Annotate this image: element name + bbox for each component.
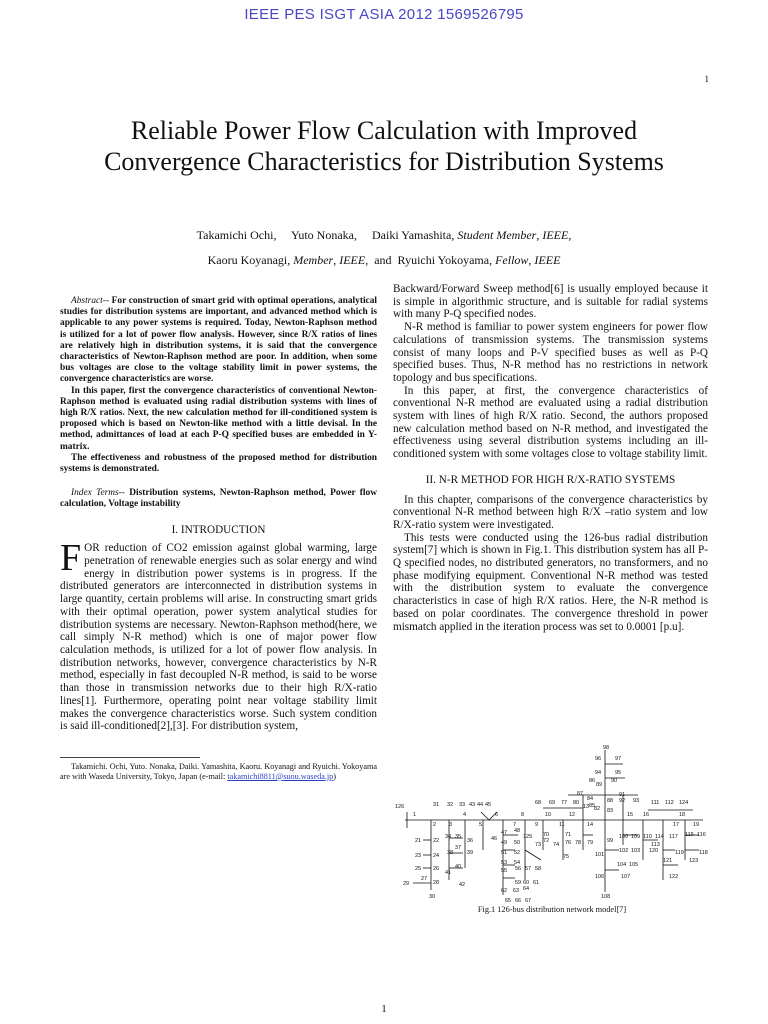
node-label: 7 bbox=[513, 822, 517, 828]
author-role: Fellow bbox=[495, 253, 529, 267]
node-label: 12 bbox=[569, 812, 576, 818]
node-label: 30 bbox=[429, 894, 436, 900]
node-label: 68 bbox=[535, 800, 542, 806]
node-label: 16 bbox=[643, 812, 650, 818]
node-label: 116 bbox=[697, 832, 706, 838]
section-2-heading: II. N-R METHOD FOR HIGH R/X-RATIO SYSTEMS bbox=[425, 473, 676, 486]
node-label: 100 bbox=[619, 834, 629, 840]
node-label: 40 bbox=[455, 864, 462, 870]
author-conjunction: and bbox=[374, 253, 392, 267]
index-terms-label: Index Terms-- bbox=[71, 488, 125, 499]
node-label: 96 bbox=[595, 756, 602, 762]
node-label: 31 bbox=[433, 802, 440, 808]
index-terms: Index Terms-- Distribution systems, Newton-Raphson method, Power flow calculation, Voltage instability bbox=[60, 488, 377, 510]
node-label: 41 bbox=[445, 870, 452, 876]
node-label: 89 bbox=[596, 782, 603, 788]
paper-title: Reliable Power Flow Calculation with Improved Convergence Characteristics for Distribution Systems bbox=[104, 116, 664, 176]
node-label: 70 bbox=[543, 832, 550, 838]
node-label: 2 bbox=[433, 822, 437, 828]
node-label: 109 bbox=[631, 834, 641, 840]
node-label: 87 bbox=[577, 791, 584, 797]
page-number-bottom: 1 bbox=[381, 1003, 387, 1015]
node-label: 21 bbox=[415, 838, 422, 844]
page-number-top: 1 bbox=[704, 74, 709, 84]
node-label: 34 bbox=[445, 834, 452, 840]
node-label: 125 bbox=[523, 834, 533, 840]
author-name: Ryuichi Yokoyama, bbox=[397, 253, 493, 267]
node-label: 86 bbox=[589, 778, 596, 784]
node-label: 120 bbox=[649, 848, 659, 854]
node-label: 27 bbox=[421, 876, 428, 882]
node-label: 65 bbox=[505, 898, 512, 904]
node-label: 23 bbox=[415, 853, 422, 859]
author-org: IEEE bbox=[339, 253, 366, 267]
node-label: 22 bbox=[433, 838, 440, 844]
node-label: 61 bbox=[533, 880, 540, 886]
author-name: Yuto Nonaka, bbox=[291, 228, 358, 242]
node-label: 92 bbox=[619, 798, 626, 804]
author-line-2: Kaoru Koyanagi, Member, IEEE, and Ryuichi Yokoyama, Fellow, IEEE bbox=[207, 253, 561, 267]
node-label: 4 bbox=[463, 812, 467, 818]
node-label: 54 bbox=[514, 860, 521, 866]
node-label: 63 bbox=[513, 888, 520, 894]
node-label: 121 bbox=[663, 858, 673, 864]
right-paragraph-1: N-R method is familiar to power system engineers for power flow calculations of transmission systems. The transmission systems consist of many loops and P-V specified buses as well as P-Q specified buses. Thus, N-R method has no restrictions in network topology and bus specifications. bbox=[393, 321, 708, 384]
node-label: 77 bbox=[561, 800, 568, 806]
node-label: 79 bbox=[587, 840, 594, 846]
author-line-1: Takamichi Ochi, Yuto Nonaka, Daiki Yamashita, Student Member, IEEE, bbox=[196, 228, 572, 242]
node-label: 119 bbox=[675, 850, 684, 856]
abstract-label: Abstract-- bbox=[71, 296, 110, 306]
network-diagram bbox=[393, 745, 711, 910]
node-label: 37 bbox=[455, 845, 462, 851]
node-label: 13 bbox=[583, 804, 590, 810]
abstract-p1: Abstract-- For construction of smart grid with optimal operations, analytical studies for distribution systems are important, and advanced method which is applicable to any power systems is required. Today, Newton-Raphson method is utilized for a lot of power flow analysis. However, since R/X ratios of lines are relatively high in distribution systems, it is said that the convergence characteristics of Newton-Raphson method are poor. In addition, when some bus voltages are close to the voltage stability limit in power systems, the convergence characteristics are worse. bbox=[60, 296, 378, 385]
node-label: 25 bbox=[415, 866, 422, 872]
author-role: Member bbox=[293, 253, 334, 267]
node-label: 91 bbox=[619, 792, 626, 798]
node-label: 55 bbox=[501, 868, 508, 874]
node-label: 6 bbox=[495, 812, 499, 818]
node-label: 15 bbox=[627, 812, 634, 818]
node-label: 98 bbox=[603, 745, 610, 751]
node-label: 97 bbox=[615, 756, 622, 762]
node-label: 71 bbox=[565, 832, 572, 838]
right-column bbox=[393, 283, 708, 633]
node-label: 48 bbox=[514, 828, 521, 834]
node-label: 95 bbox=[615, 770, 622, 776]
node-label: 17 bbox=[673, 822, 680, 828]
node-label: 9 bbox=[535, 822, 539, 828]
node-label: 117 bbox=[669, 834, 678, 840]
node-label: 80 bbox=[573, 800, 580, 806]
author-org: IEEE bbox=[534, 253, 561, 267]
diagram-labels bbox=[395, 745, 708, 904]
footnote-rule bbox=[60, 757, 200, 758]
node-label: 60 bbox=[523, 880, 530, 886]
conference-header: IEEE PES ISGT ASIA 2012 1569526795 bbox=[244, 6, 524, 23]
node-label: 66 bbox=[515, 898, 522, 904]
right-paragraph-2: In this paper, at first, the convergence characteristics of conventional N-R method are evaluated using a radial distribution system with lines of high R/X ratio. Second, the authors proposed new calculation method based on N-R method, and investigated the effectiveness using several distribution systems including an ill-conditioned system with some voltages close to voltage stability limit. bbox=[393, 384, 708, 461]
node-label: 112 bbox=[665, 800, 674, 806]
node-label: 113 bbox=[651, 842, 660, 848]
node-label: 56 bbox=[515, 866, 522, 872]
node-label: 62 bbox=[501, 888, 508, 894]
node-label: 57 bbox=[525, 866, 532, 872]
node-label: 93 bbox=[633, 798, 640, 804]
node-label: 8 bbox=[521, 812, 525, 818]
node-label: 28 bbox=[433, 880, 440, 886]
node-label: 102 bbox=[619, 848, 629, 854]
node-label: 1 bbox=[413, 812, 417, 818]
author-role: Student Member bbox=[457, 228, 537, 242]
node-label: 3 bbox=[449, 822, 453, 828]
node-label: 111 bbox=[651, 800, 660, 806]
node-label: 38 bbox=[447, 850, 454, 856]
author-block bbox=[60, 223, 708, 273]
section-1-body bbox=[60, 537, 377, 733]
drop-cap: F bbox=[60, 537, 82, 580]
node-label: 43 bbox=[469, 802, 476, 808]
node-label: 82 bbox=[594, 806, 601, 812]
node-label: 10 bbox=[545, 812, 552, 818]
node-label: 84 bbox=[587, 796, 594, 802]
node-label: 35 bbox=[455, 834, 462, 840]
node-label: 18 bbox=[679, 812, 686, 818]
node-label: 24 bbox=[433, 853, 440, 859]
author-name: Daiki Yamashita, bbox=[372, 228, 455, 242]
node-label: 103 bbox=[631, 848, 641, 854]
node-label: 72 bbox=[543, 838, 550, 844]
node-label: 99 bbox=[607, 838, 614, 844]
left-column bbox=[60, 296, 377, 782]
right-paragraph-4: This tests were conducted using the 126-bus radial distribution system[7] which is shown in Fig.1. This distribution system has all P-Q specified nodes, no distributed generators, no transformers, and no phase modifying equipment. Conventional N-R method was tested with the distribution system to evaluate the convergence characteristics in case of high R/X ratios. Here, the N-R method is based on polar coordinates. The convergence threshold in power mismatch applied in the iteration process was set to 0.0001 [p.u]. bbox=[393, 531, 708, 633]
abstract bbox=[60, 296, 377, 475]
node-label: 105 bbox=[629, 862, 639, 868]
node-label: 51 bbox=[501, 850, 508, 856]
node-label: 69 bbox=[549, 800, 556, 806]
abstract-p2: In this paper, first the convergence characteristics of conventional Newton-Raphson method is evaluated using radial distribution systems with lines of high R/X ratios. Next, the new calculation method for ill-conditioned system is proposed which is based on Newton-like method with a little devisal. In the method, admittances of load at each P-Q specified buses are embedded in Y-matrix. bbox=[60, 385, 377, 452]
figure-caption: Fig.1 126-bus distribution network model[7] bbox=[477, 905, 627, 914]
footnote: Takamichi. Ochi, Yuto. Nonaka, Daiki. Yamashita, Kaoru. Koyanagi and Ryuichi. Yokoyama are with Waseda University, Tokyo, Japan (e-mail: takamichi8811@suou.waseda.jp) bbox=[60, 757, 377, 782]
node-label: 45 bbox=[485, 802, 492, 808]
node-label: 107 bbox=[621, 874, 631, 880]
node-label: 58 bbox=[535, 866, 542, 872]
node-label: 124 bbox=[679, 800, 689, 806]
abstract-p3: The effectiveness and robustness of the proposed method for distribution systems is demonstrated. bbox=[60, 452, 377, 475]
node-label: 104 bbox=[617, 862, 627, 868]
node-label: 94 bbox=[595, 770, 602, 776]
intro-paragraph: OR reduction of CO2 emission against global warming, large penetration of renewable energies such as solar energy and wind energy in distribution power systems is in progress. If the distributed generators are interconnected in distribution systems in large quantity, certain problems will arise. In constructing smart grids with their optimal operation, power system analytical studies for distribution systems are necessary. Newton-Raphson method(here, we call simply N-R method) which is one of major power flow calculation methods, is utilized for a lot of power flow analysis. In distribution networks, however, convergence characteristics by N-R method, especially in fast decoupled N-R method, is said to be worse than those in transmission networks due to their high R/X-ratio lines[1]. Furthermore, operating point near voltage stability limit makes the convergence characteristics worse. Such system condition is said ill-conditioned[2],[3]. For distribution system, bbox=[60, 542, 377, 733]
node-label: 11 bbox=[559, 822, 565, 828]
node-label: 78 bbox=[575, 840, 582, 846]
node-label: 36 bbox=[467, 838, 474, 844]
node-label: 85 bbox=[589, 803, 596, 809]
node-label: 83 bbox=[607, 808, 614, 814]
node-label: 59 bbox=[515, 880, 522, 886]
right-paragraph-3: In this chapter, comparisons of the convergence characteristics by conventional N-R method between high R/X –ratio system and low R/X-ratio system were investigated. bbox=[393, 493, 708, 531]
node-label: 126 bbox=[395, 804, 405, 810]
section-1-heading: I. INTRODUCTION bbox=[171, 523, 266, 536]
node-label: 123 bbox=[689, 858, 699, 864]
node-label: 115 bbox=[685, 832, 694, 838]
node-label: 106 bbox=[595, 874, 605, 880]
node-label: 108 bbox=[601, 894, 611, 900]
node-label: 73 bbox=[535, 842, 542, 848]
node-label: 33 bbox=[459, 802, 466, 808]
node-label: 101 bbox=[595, 852, 605, 858]
node-label: 46 bbox=[491, 836, 498, 842]
node-label: 122 bbox=[669, 874, 679, 880]
network-diagram-svg bbox=[393, 745, 711, 910]
email-link[interactable]: takamichi8811@suou.waseda.jp bbox=[227, 771, 334, 781]
right-paragraph-0: Backward/Forward Sweep method[6] is usually employed because it is simple in algorithmic structure, and is suitable for radial systems with many P-Q specified nodes. bbox=[393, 283, 708, 321]
node-label: 53 bbox=[501, 860, 508, 866]
node-label: 64 bbox=[523, 886, 530, 892]
node-label: 90 bbox=[611, 778, 618, 784]
node-label: 39 bbox=[467, 850, 474, 856]
node-label: 52 bbox=[514, 850, 521, 856]
node-label: 44 bbox=[477, 802, 484, 808]
node-label: 42 bbox=[459, 882, 466, 888]
node-label: 47 bbox=[501, 830, 508, 836]
node-label: 67 bbox=[525, 898, 532, 904]
node-label: 50 bbox=[514, 840, 521, 846]
node-label: 88 bbox=[607, 798, 614, 804]
node-label: 29 bbox=[403, 881, 410, 887]
author-name: Takamichi Ochi, bbox=[196, 228, 277, 242]
node-label: 19 bbox=[693, 822, 700, 828]
author-name: Kaoru Koyanagi, bbox=[207, 253, 291, 267]
node-label: 76 bbox=[565, 840, 572, 846]
node-label: 110 bbox=[643, 834, 652, 840]
node-label: 14 bbox=[587, 822, 594, 828]
node-label: 118 bbox=[699, 850, 708, 856]
node-label: 5 bbox=[479, 822, 483, 828]
node-label: 32 bbox=[447, 802, 454, 808]
node-label: 49 bbox=[501, 840, 508, 846]
node-label: 74 bbox=[553, 842, 560, 848]
node-label: 114 bbox=[655, 834, 664, 840]
author-org: IEEE bbox=[542, 228, 569, 242]
node-label: 75 bbox=[563, 854, 570, 860]
node-label: 26 bbox=[433, 866, 440, 872]
